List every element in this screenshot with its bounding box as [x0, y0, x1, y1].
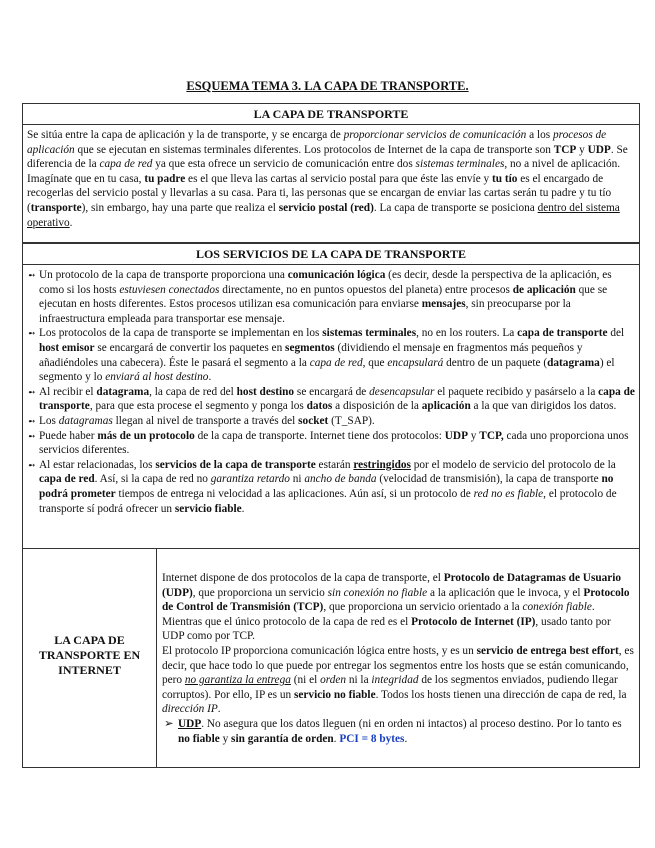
text-run: Protocolo de Datagramas de Usuario (UDP): [162, 572, 622, 599]
text-run: sin garantía de orden: [231, 732, 334, 745]
text-run: enviará al host destino: [105, 371, 209, 384]
text-run: estuviesen conectados: [119, 283, 220, 296]
text-run: sistemas terminales: [322, 327, 417, 340]
udp-subitem: [162, 717, 634, 746]
text-run: se encargará de convertir los paquetes en: [94, 341, 286, 354]
text-run: transporte: [30, 201, 82, 214]
text-run: .: [208, 371, 212, 384]
bullet-item: [28, 326, 635, 384]
bullet-item: [28, 429, 635, 458]
text-run: el paquete recibido y pasárselo a la: [434, 385, 599, 398]
text-run: no fiable: [178, 732, 220, 745]
text-run: red no es fiable: [473, 487, 544, 500]
text-run: y: [219, 732, 232, 745]
arrow-bullet-icon: ➻: [28, 270, 36, 280]
text-run: capa de transporte: [517, 327, 608, 340]
text-run: conexión fiable: [522, 601, 592, 614]
text-run: aplicación: [421, 400, 471, 413]
text-run: ) el segmento y lo: [39, 356, 615, 384]
text-run: de los segmentos enviados, pudiendo llegar corruptos). Por ello, IP es un: [162, 674, 618, 701]
text-run: a disposición de la: [332, 400, 422, 413]
text-run: ya que esta ofrece un servicio de comunicación entre dos: [152, 158, 416, 171]
arrow-bullet-icon: ➻: [28, 459, 36, 470]
text-run: a la que van dirigidos los datos.: [470, 400, 617, 413]
text-run: de aplicación: [512, 283, 576, 296]
text-run: capa de red: [309, 356, 363, 369]
text-run: no garantiza la entrega: [184, 674, 291, 687]
text-run: a la aplicación que le invoca, y el: [427, 586, 584, 599]
text-run: TCP,: [479, 429, 504, 442]
text-run: del: [607, 327, 625, 340]
text-run: Los: [39, 414, 59, 427]
text-run: datagrama: [547, 356, 600, 369]
text-run: capa de transporte: [39, 385, 635, 413]
text-run: , el protocolo de transporte sí podrá ofrecer un: [39, 487, 617, 515]
bullet-item: [28, 385, 635, 414]
text-run: orden: [320, 674, 346, 687]
text-run: , para que esta procese el segmento y ponga los: [89, 400, 307, 413]
text-run: tu tío: [492, 172, 518, 185]
text-run: que se ejecutan en sistemas terminales diferentes. Los protocolos de Internet de la capa de transporte son: [74, 143, 554, 156]
text-run: PCI = 8 bytes: [339, 732, 405, 745]
text-run: . No asegura que los datos lleguen (ni en orden ni intactos) al proceso destino. Por lo tanto es: [201, 717, 622, 730]
paragraph-capa-transporte: [23, 125, 639, 230]
text-run: (velocidad de transmisión), la capa de transporte: [376, 473, 602, 486]
text-run: Protocolo de Internet (IP): [411, 615, 536, 628]
text-run: Internet dispone de dos protocolos de la capa de transporte, el: [162, 572, 444, 584]
text-run: UDP: [587, 143, 611, 156]
text-run: a los: [526, 129, 553, 141]
text-run: . Se diferencia de la: [27, 143, 628, 171]
paragraph-ip: [162, 644, 634, 717]
text-run: mensajes: [421, 298, 466, 311]
text-run: , es decir, que hace todo lo que puede por entregar los segmentos entre los hosts que se están comunicando, pero: [162, 644, 634, 687]
text-run: socket: [298, 414, 329, 427]
internet-label-cell: [22, 548, 157, 768]
text-run: procesos de aplicación: [27, 129, 607, 156]
text-run: ni: [289, 473, 305, 486]
internet-label: LA CAPA DE TRANSPORTE EN INTERNET: [38, 633, 141, 677]
text-run: Al recibir el: [39, 385, 97, 398]
arrow-bullet-icon: ➻: [28, 328, 36, 339]
section-heading-servicios: LOS SERVICIOS DE LA CAPA DE TRANSPORTE: [22, 243, 640, 265]
text-run: , que proporciona un servicio orientado a la: [323, 601, 523, 614]
paragraph-protocols: [162, 571, 634, 644]
text-run: , que: [362, 356, 388, 369]
text-run: y: [467, 429, 480, 442]
text-run: dirección IP: [162, 703, 218, 716]
text-run: Los protocolos de la capa de transporte se implementan en los: [39, 327, 323, 340]
section-body-servicios: [22, 264, 640, 549]
text-run: de la capa de transporte. Internet tiene dos protocolos:: [194, 429, 445, 442]
text-run: proporcionar servicios de comunicación: [343, 129, 527, 141]
text-run: dentro del sistema operativo: [27, 201, 620, 229]
arrow-bullet-icon: ➻: [28, 415, 36, 426]
text-run: Puede haber: [39, 429, 98, 442]
text-run: Un protocolo de la capa de transporte proporciona una: [39, 269, 288, 281]
text-run: directamente, no en puntos opuestos del planeta) entre procesos: [219, 283, 513, 296]
text-run: Al estar relacionadas, los: [39, 458, 156, 471]
text-run: host destino: [236, 385, 295, 398]
internet-content: [157, 549, 639, 746]
text-run: , no en los routers. La: [416, 327, 518, 340]
text-run: capa de red: [39, 473, 95, 486]
section-body-capa-transporte: [22, 124, 640, 243]
text-run: cada uno proporciona unos servicios diferentes.: [39, 429, 629, 457]
document-title: ESQUEMA TEMA 3. LA CAPA DE TRANSPORTE.: [186, 79, 469, 93]
text-run: y: [576, 143, 588, 156]
text-run: datagrama: [96, 385, 150, 398]
text-run: ancho de banda: [304, 473, 377, 486]
text-run: Protocolo de Control de Transmisión (TCP): [162, 586, 630, 614]
text-run: , sin preocuparse por la infraestructura empleada para transportar ese mensaje.: [39, 298, 571, 325]
text-run: datos: [306, 400, 333, 413]
text-run: dentro de un paquete (: [443, 356, 548, 369]
text-run: servicio no fiable: [294, 688, 376, 701]
text-run: más de un protocolo: [97, 429, 195, 442]
text-run: por el modelo de servicio del protocolo de la: [410, 458, 616, 471]
text-run: (T_SAP).: [328, 414, 375, 427]
bullet-item: [28, 268, 635, 326]
bullet-item: [28, 414, 635, 429]
text-run: comunicación lógica: [287, 269, 386, 281]
text-run: ), sin embargo, hay una parte que realiza el: [81, 201, 279, 214]
text-run: restringidos: [353, 458, 411, 471]
text-run: llegan al nivel de transporte a través del: [112, 414, 299, 427]
text-run: encapsulará: [387, 356, 444, 369]
text-run: Se sitúa entre la capa de aplicación y la de transporte, y se encarga de: [27, 129, 344, 141]
text-run: servicio de entrega best effort: [476, 644, 619, 657]
text-run: (ni el: [290, 674, 321, 687]
arrow-right-icon: ➢: [164, 717, 174, 730]
text-run: . La capa de transporte se posiciona: [373, 201, 538, 214]
text-run: ni la: [346, 674, 372, 687]
text-run: servicio postal (red): [278, 201, 374, 214]
text-run: . Así, si la capa de red no: [94, 473, 211, 486]
text-run: es el encargado de recogerlas del servicio postal y llevarlas a su casa. Para ti, las personas que se encargan de enviar las cartas serán tu padre y tu tío (: [27, 172, 612, 214]
text-run: (es decir, desde la perspectiva de la aplicación, es como si los hosts: [39, 269, 612, 296]
text-run: garantiza retardo: [210, 473, 290, 486]
text-run: .: [241, 502, 245, 515]
text-run: que se ejecutan en hosts diferentes. Estos procesos utilizan esa comunicación para enviarse: [39, 283, 608, 311]
arrow-bullet-icon: ➻: [28, 430, 36, 441]
text-run: servicios de la capa de transporte: [155, 458, 316, 471]
text-run: desencapsular: [369, 385, 435, 398]
text-run: .: [217, 703, 221, 716]
text-run: TCP: [553, 143, 577, 156]
text-run: estarán: [315, 458, 354, 471]
text-run: integridad: [371, 674, 419, 687]
text-run: (dividiendo el mensaje en fragmentos más pequeños y añadiéndoles una cabecera). Éste le pasará el segmento a la: [39, 341, 583, 369]
text-run: es el que lleva las cartas al servicio postal para que éste las envíe y: [185, 172, 493, 185]
text-run: datagramas: [58, 414, 113, 427]
internet-content-cell: [156, 548, 640, 768]
text-run: .: [404, 732, 408, 745]
text-run: El protocolo IP proporciona comunicación lógica entre hosts, y es un: [162, 644, 477, 657]
text-run: tiempos de entrega ni velocidad a las aplicaciones. Aún así, si un protocolo de: [115, 487, 474, 500]
text-run: , la capa de red del: [149, 385, 237, 398]
text-run: tu padre: [144, 172, 186, 185]
text-run: , no a nivel de aplicación. Imagínate que en tu casa,: [27, 158, 621, 185]
bullet-item: [28, 458, 635, 516]
text-run: UDP: [178, 717, 202, 730]
text-run: . Todos los hosts tienen una dirección de capa de red, la: [375, 688, 627, 701]
text-run: UDP: [444, 429, 468, 442]
text-run: se encargará de: [294, 385, 370, 398]
text-run: segmentos: [285, 341, 335, 354]
text-run: capa de red: [99, 158, 153, 171]
text-run: .: [69, 216, 73, 229]
section-heading-capa-transporte: LA CAPA DE TRANSPORTE: [22, 103, 640, 125]
text-run: host emisor: [39, 341, 95, 354]
text-run: . Mientras que el único protocolo de la capa de red es el: [162, 601, 595, 628]
text-run: , usado tanto por UDP como por TCP.: [162, 615, 611, 643]
text-run: , que proporciona un servicio: [192, 586, 328, 599]
text-run: servicio fiable: [174, 502, 242, 515]
text-run: no podrá prometer: [39, 473, 614, 500]
text-run: sin conexión no fiable: [327, 586, 428, 599]
services-bullet-list: [23, 265, 639, 516]
arrow-bullet-icon: ➻: [28, 386, 36, 397]
text-run: sistemas terminales: [415, 158, 505, 171]
text-run: .: [333, 732, 340, 745]
